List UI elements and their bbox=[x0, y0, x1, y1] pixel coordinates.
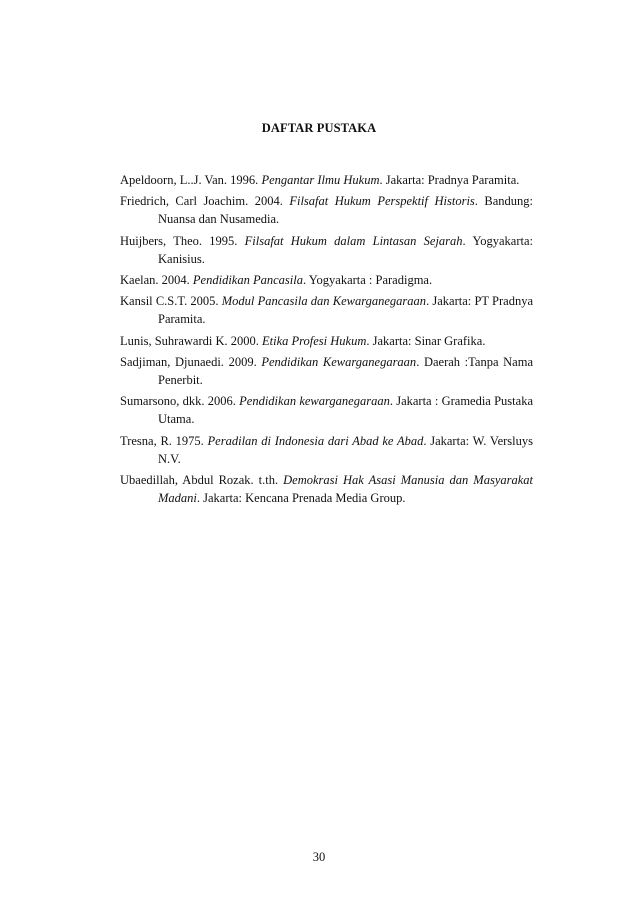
reference-title: Pendidikan kewarganegaraan bbox=[239, 394, 390, 409]
reference-author-year: Friedrich, Carl Joachim. 2004. bbox=[120, 194, 290, 209]
reference-author-year: Huijbers, Theo. 1995. bbox=[120, 233, 245, 248]
reference-title: Modul Pancasila dan Kewarganegaraan bbox=[221, 294, 427, 309]
reference-entry bbox=[120, 192, 533, 228]
reference-publisher: . Jakarta: Pradnya Paramita. bbox=[379, 173, 520, 187]
page-number: 30 bbox=[312, 850, 326, 864]
reference-author-year: Sumarsono, dkk. 2006. bbox=[120, 394, 240, 409]
page-title: DAFTAR PUSTAKA bbox=[261, 121, 377, 135]
reference-publisher: . Yogyakarta: Kanisius. bbox=[158, 233, 533, 266]
reference-title: Pendidikan Kewarganegaraan bbox=[261, 354, 417, 369]
reference-entry bbox=[120, 232, 533, 268]
reference-publisher: . Jakarta : Gramedia Pustaka Utama. bbox=[158, 394, 533, 427]
reference-author-year: Kaelan. 2004. bbox=[120, 273, 193, 288]
reference-entry bbox=[120, 171, 533, 189]
reference-publisher: . Jakarta: Kencana Prenada Media Group. bbox=[196, 491, 406, 506]
reference-title: Filsafat Hukum Perspektif Historis bbox=[289, 194, 475, 209]
reference-entry bbox=[120, 432, 533, 468]
reference-publisher: . Bandung: Nuansa dan Nusamedia. bbox=[158, 194, 534, 227]
reference-publisher: . Jakarta: W. Versluys N.V. bbox=[158, 433, 533, 466]
reference-entry bbox=[120, 332, 533, 350]
reference-title: Peradilan di Indonesia dari Abad ke Abad bbox=[207, 433, 424, 448]
reference-entry bbox=[120, 353, 533, 389]
reference-publisher: . Jakarta: PT Pradnya Paramita. bbox=[158, 294, 533, 327]
reference-title: Demokrasi Hak Asasi Manusia dan Masyarakat Madani bbox=[158, 473, 534, 506]
reference-author-year: Apeldoorn, L..J. Van. 1996. bbox=[120, 173, 262, 187]
bibliography-list bbox=[120, 171, 533, 510]
reference-title: Filsafat Hukum dalam Lintasan Sejarah bbox=[244, 233, 463, 248]
reference-title: Etika Profesi Hukum bbox=[262, 333, 367, 348]
reference-author-year: Sadjiman, Djunaedi. 2009. bbox=[120, 354, 262, 369]
reference-title: Pengantar Ilmu Hukum bbox=[261, 173, 380, 187]
reference-entry bbox=[120, 392, 533, 428]
reference-entry bbox=[120, 292, 533, 328]
reference-author-year: Tresna, R. 1975. bbox=[120, 433, 208, 448]
reference-author-year: Ubaedillah, Abdul Rozak. t.th. bbox=[120, 473, 284, 488]
reference-title: Pendidikan Pancasila bbox=[192, 273, 303, 288]
reference-author-year: Kansil C.S.T. 2005. bbox=[120, 294, 222, 309]
reference-entry bbox=[120, 471, 533, 507]
reference-publisher: . Daerah :Tanpa Nama Penerbit. bbox=[158, 354, 533, 388]
reference-publisher: . Jakarta: Sinar Grafika. bbox=[366, 333, 486, 348]
reference-publisher: . Yogyakarta : Paradigma. bbox=[302, 273, 433, 288]
reference-entry bbox=[120, 271, 533, 289]
reference-author-year: Lunis, Suhrawardi K. 2000. bbox=[120, 333, 262, 348]
